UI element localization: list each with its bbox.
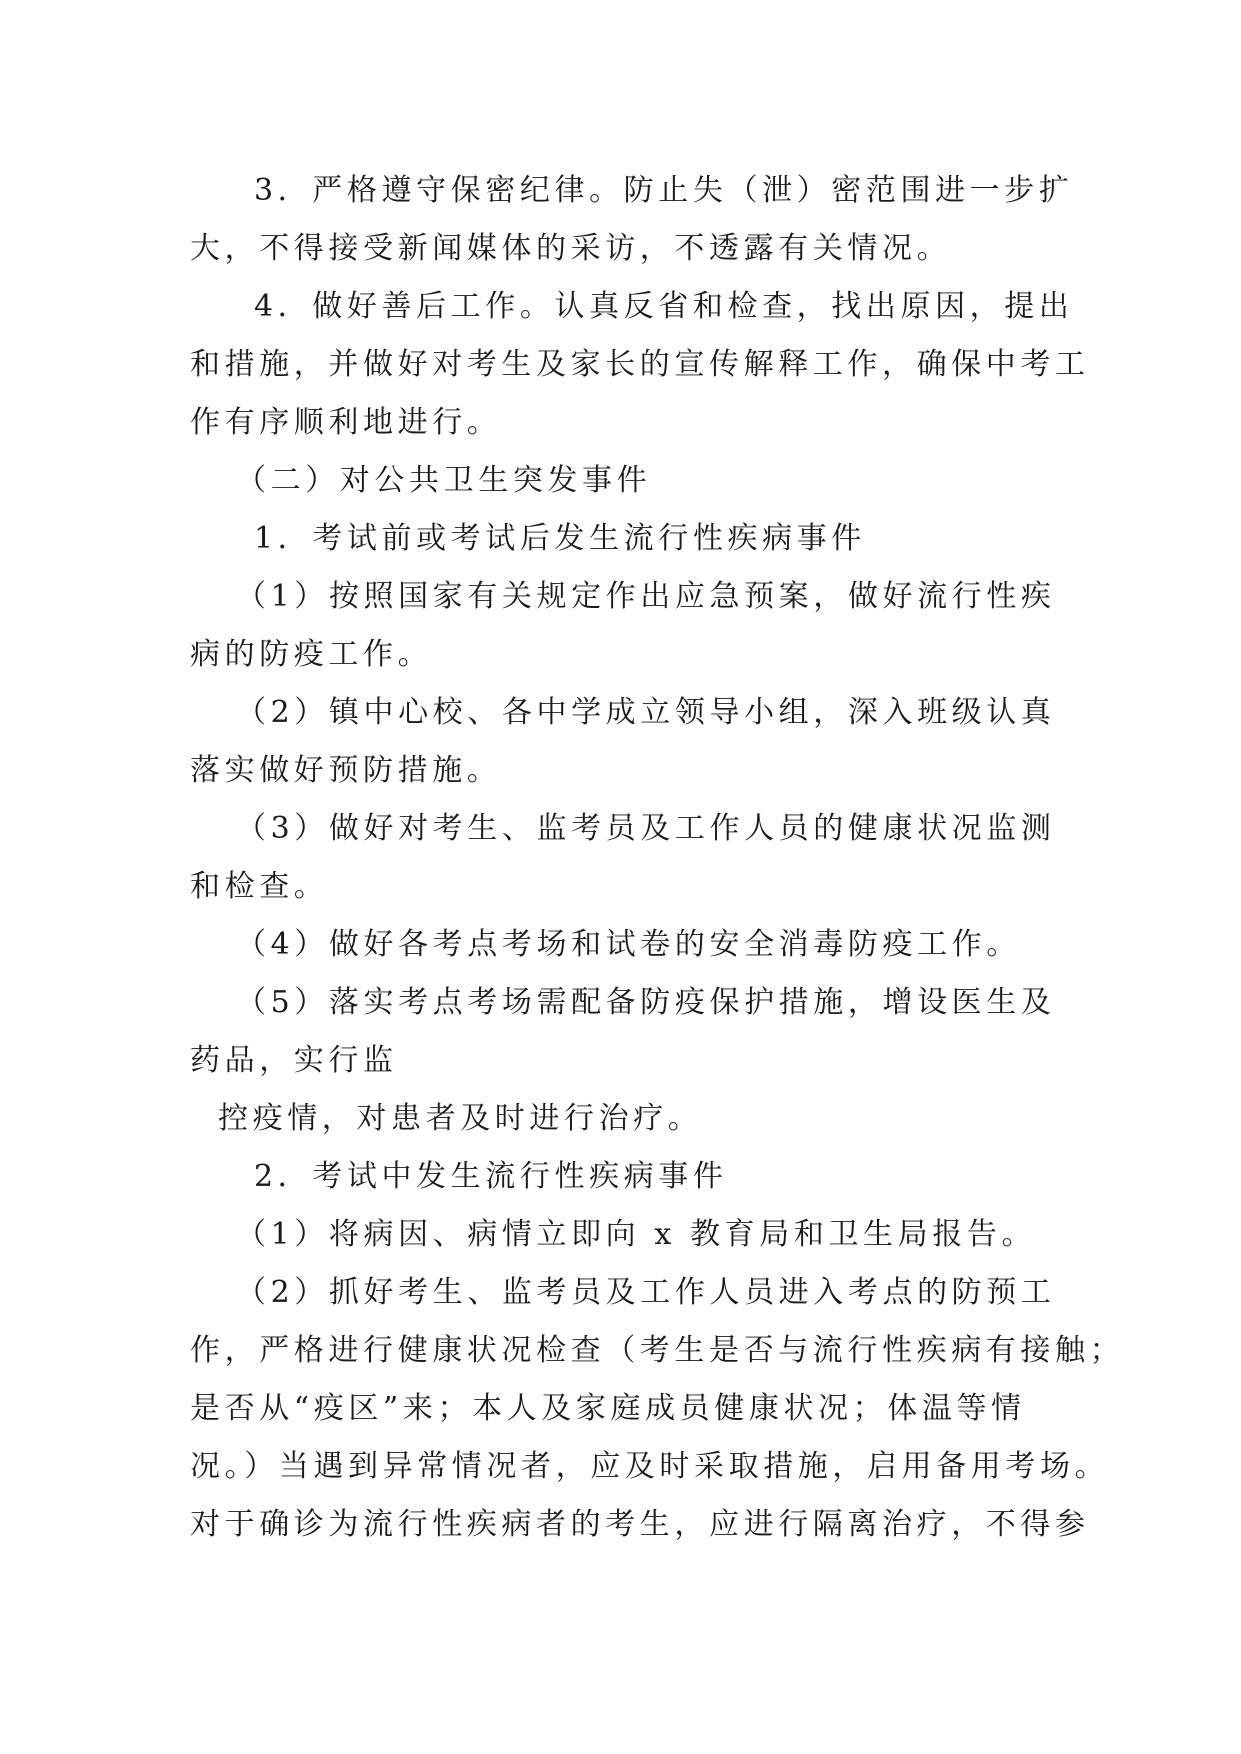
subsection-heading: 1．考试前或考试后发生流行性疾病事件 bbox=[254, 521, 866, 556]
paragraph-line: 落实做好预防措施。 bbox=[190, 753, 502, 788]
paragraph-line: 药品，实行监 bbox=[190, 1043, 398, 1078]
subsection-heading: 2．考试中发生流行性疾病事件 bbox=[254, 1159, 728, 1194]
paragraph-line: 是否从“疫区”来；本人及家庭成员健康状况；体温等情 bbox=[190, 1391, 1026, 1426]
paragraph-line: 3．严格遵守保密纪律。防止失（泄）密范围进一步扩 bbox=[254, 173, 1074, 208]
paragraph-line: （3）做好对考生、监考员及工作人员的健康状况监测 bbox=[236, 811, 1056, 846]
paragraph-line: 病的防疫工作。 bbox=[190, 637, 433, 672]
paragraph-line: 作有序顺利地进行。 bbox=[190, 405, 502, 440]
paragraph-line: （1）按照国家有关规定作出应急预案，做好流行性疾 bbox=[236, 579, 1056, 614]
paragraph-line: 和措施，并做好对考生及家长的宣传解释工作，确保中考工 bbox=[190, 347, 1090, 382]
paragraph-line: （1）将病因、病情立即向 x 教育局和卫生局报告。 bbox=[236, 1217, 1037, 1252]
paragraph-line: 大，不得接受新闻媒体的采访，不透露有关情况。 bbox=[190, 231, 952, 266]
paragraph-line: （2）镇中心校、各中学成立领导小组，深入班级认真 bbox=[236, 695, 1056, 730]
document-body bbox=[190, 162, 1125, 1554]
section-heading: （二）对公共卫生突发事件 bbox=[236, 463, 652, 498]
paragraph-line: 对于确诊为流行性疾病者的考生，应进行隔离治疗，不得参 bbox=[190, 1507, 1090, 1542]
paragraph-line: 4．做好善后工作。认真反省和检查，找出原因，提出 bbox=[254, 289, 1074, 324]
paragraph-line: （2）抓好考生、监考员及工作人员进入考点的防预工 bbox=[236, 1275, 1056, 1310]
paragraph-line: 况。）当遇到异常情况者，应及时采取措施，启用备用考场。 bbox=[190, 1449, 1110, 1484]
paragraph-line: 控疫情，对患者及时进行治疗。 bbox=[218, 1101, 703, 1136]
paragraph-line: （5）落实考点考场需配备防疫保护措施，增设医生及 bbox=[236, 985, 1056, 1020]
paragraph-line: 作，严格进行健康状况检查（考生是否与流行性疾病有接触； bbox=[190, 1333, 1125, 1368]
paragraph-line: 和检查。 bbox=[190, 869, 329, 904]
paragraph-line: （4）做好各考点考场和试卷的安全消毒防疫工作。 bbox=[236, 927, 1021, 962]
